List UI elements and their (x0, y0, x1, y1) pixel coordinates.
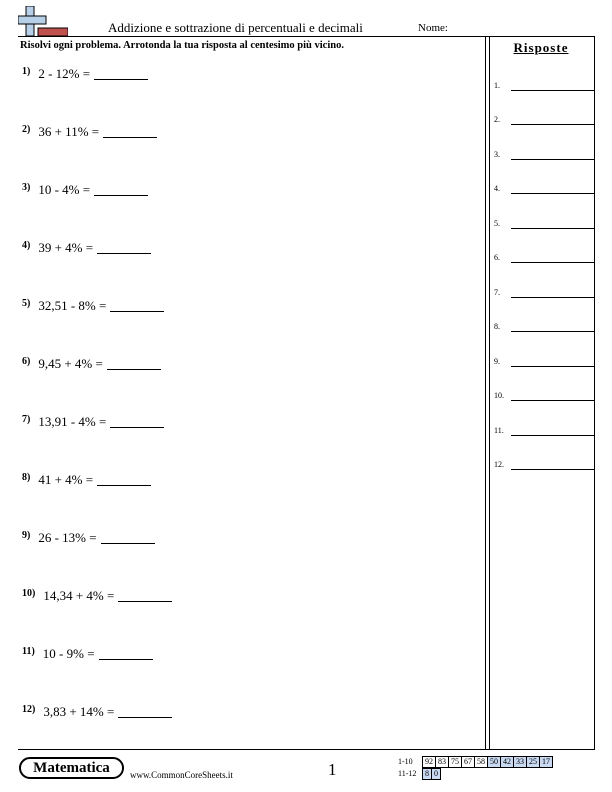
problem-expression: 13,91 - 4% = (38, 414, 107, 429)
name-label: Nome: (418, 22, 448, 34)
problem-number: 9) (22, 530, 31, 541)
problem-number: 12) (22, 704, 36, 715)
score-key-row-1 (422, 756, 553, 768)
answer-line-11[interactable] (511, 435, 594, 436)
problem-number: 4) (22, 240, 31, 251)
score-cell: 33 (514, 757, 527, 768)
answer-line-7[interactable] (511, 297, 594, 298)
problem-expression: 10 - 9% = (42, 646, 95, 661)
problem-10 (22, 588, 172, 604)
answer-line-1[interactable] (511, 90, 594, 91)
problem-number: 8) (22, 472, 31, 483)
answer-line-6[interactable] (511, 262, 594, 263)
answer-label-1: 1. (494, 81, 500, 90)
page-number: 1 (328, 760, 337, 779)
problem-expression: 9,45 + 4% = (38, 356, 103, 371)
problem-expression: 32,51 - 8% = (38, 298, 107, 313)
answer-label-12: 12. (494, 460, 504, 469)
answer-label-5: 5. (494, 219, 500, 228)
site-url: www.CommonCoreSheets.it (130, 770, 233, 780)
score-cell: 25 (527, 757, 540, 768)
score-cell: 42 (501, 757, 514, 768)
answer-label-10: 10. (494, 391, 504, 400)
answer-blank[interactable] (110, 299, 164, 312)
answer-blank[interactable] (94, 67, 148, 80)
problem-5 (22, 298, 164, 314)
problem-11 (22, 646, 153, 662)
answer-line-4[interactable] (511, 193, 594, 194)
score-cell: 58 (475, 757, 488, 768)
problem-expression: 2 - 12% = (38, 66, 91, 81)
answer-blank[interactable] (94, 183, 148, 196)
answer-label-7: 7. (494, 288, 500, 297)
answer-label-6: 6. (494, 253, 500, 262)
problem-number: 6) (22, 356, 31, 367)
problem-expression: 41 + 4% = (38, 472, 94, 487)
answer-blank[interactable] (97, 241, 151, 254)
instructions: Risolvi ogni problema. Arrotonda la tua risposta al centesimo più vicino. (20, 40, 344, 51)
problem-4 (22, 240, 151, 256)
answer-label-9: 9. (494, 357, 500, 366)
answer-blank[interactable] (110, 415, 164, 428)
score-cell: 83 (436, 757, 449, 768)
answer-label-11: 11. (494, 426, 504, 435)
subject-badge: Matematica (19, 757, 124, 779)
score-key-label-1: 1-10 (398, 757, 413, 766)
problem-2 (22, 124, 157, 140)
score-cell: 67 (462, 757, 475, 768)
problem-number: 2) (22, 124, 31, 135)
answer-line-5[interactable] (511, 228, 594, 229)
problem-9 (22, 530, 155, 546)
score-cell: 8 (423, 769, 432, 780)
answer-label-3: 3. (494, 150, 500, 159)
answer-blank[interactable] (99, 647, 153, 660)
problem-expression: 26 - 13% = (38, 530, 97, 545)
score-cell: 75 (449, 757, 462, 768)
answer-blank[interactable] (103, 125, 157, 138)
problem-12 (22, 704, 172, 720)
answer-blank[interactable] (107, 357, 161, 370)
score-key-row-2 (422, 768, 441, 780)
worksheet-title: Addizione e sottrazione di percentuali e decimali (108, 20, 363, 35)
score-cell: 17 (540, 757, 553, 768)
answer-line-3[interactable] (511, 159, 594, 160)
answer-line-2[interactable] (511, 124, 594, 125)
problem-8 (22, 472, 151, 488)
answer-label-8: 8. (494, 322, 500, 331)
problem-number: 1) (22, 66, 31, 77)
right-border (594, 37, 595, 749)
problem-expression: 36 + 11% = (38, 124, 100, 139)
answer-label-2: 2. (494, 115, 500, 124)
problem-number: 10) (22, 588, 36, 599)
score-cell: 0 (432, 769, 441, 780)
problem-number: 5) (22, 298, 31, 309)
column-divider (485, 37, 490, 749)
footer-rule (18, 749, 595, 750)
problem-expression: 39 + 4% = (38, 240, 94, 255)
answer-line-9[interactable] (511, 366, 594, 367)
header-rule (18, 36, 595, 37)
problem-expression: 14,34 + 4% = (43, 588, 115, 603)
problem-number: 3) (22, 182, 31, 193)
problem-expression: 3,83 + 14% = (43, 704, 115, 719)
problem-number: 11) (22, 646, 35, 657)
score-key-label-2: 11-12 (398, 769, 417, 778)
score-cell: 50 (488, 757, 501, 768)
answer-blank[interactable] (118, 589, 172, 602)
problem-number: 7) (22, 414, 31, 425)
answer-line-12[interactable] (511, 469, 594, 470)
problem-7 (22, 414, 164, 430)
problem-1 (22, 66, 148, 82)
answer-line-8[interactable] (511, 331, 594, 332)
answer-line-10[interactable] (511, 400, 594, 401)
answer-blank[interactable] (101, 531, 155, 544)
answer-blank[interactable] (118, 705, 172, 718)
problem-expression: 10 - 4% = (38, 182, 91, 197)
answer-blank[interactable] (97, 473, 151, 486)
problem-6 (22, 356, 161, 372)
answer-label-4: 4. (494, 184, 500, 193)
problem-3 (22, 182, 148, 198)
answers-title: Risposte (513, 40, 569, 55)
plus-minus-logo-icon (18, 6, 68, 40)
score-cell: 92 (423, 757, 436, 768)
